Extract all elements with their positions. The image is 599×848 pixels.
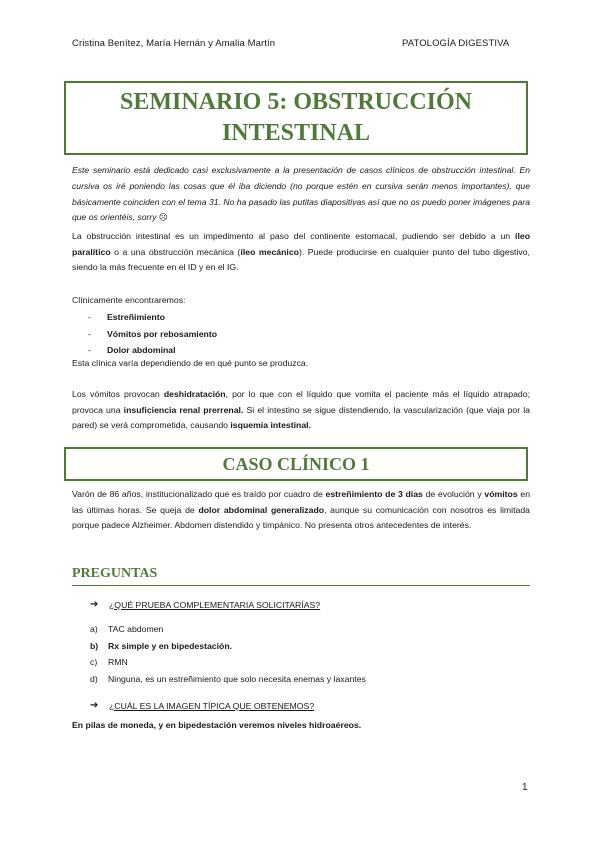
list-item — [88, 326, 217, 343]
case-text-2: de evolución y — [422, 489, 485, 499]
vomit-bold-1: deshidratación — [163, 389, 226, 399]
arrow-right-icon: ➔ — [90, 700, 99, 711]
bullet-dash: - — [88, 345, 91, 355]
option-a — [90, 621, 366, 638]
answer-2: En pilas de moneda, y en bipedestación veremos niveles hidroaéreos. — [72, 720, 362, 730]
section-divider — [72, 585, 530, 586]
page-title — [120, 87, 472, 149]
question-2 — [90, 700, 314, 711]
definition-bold-2: íleo mecánico — [240, 246, 299, 257]
option-text: TAC abdomen — [108, 624, 164, 634]
question-1-text: ¿QUÉ PRUEBA COMPLEMENTARIA SOLICITARÍAS? — [109, 599, 321, 610]
symptom-list — [88, 309, 217, 359]
title-box — [64, 81, 528, 155]
case-bold-3: dolor abdominal generalizado — [198, 504, 325, 515]
option-b — [90, 638, 366, 655]
options-list — [90, 621, 366, 687]
definition-paragraph — [72, 229, 530, 276]
symptom-2: Vómitos por rebosamiento — [107, 328, 218, 339]
case-title-box — [64, 447, 528, 481]
arrow-right-icon: ➔ — [90, 599, 99, 610]
case-text-3: en las últimas horas. Se queja de — [72, 489, 531, 515]
question-1 — [90, 599, 320, 610]
clinic-note: Esta clínica varía dependiendo de en qué punto se produzca. — [72, 358, 309, 368]
case-text-1: Varón de 86 años, institucionalizado que es traído por cuadro de — [72, 489, 326, 499]
questions-heading: PREGUNTAS — [72, 566, 158, 581]
header-authors: Cristina Benítez, María Hernán y Amalia Martín — [72, 38, 276, 49]
symptom-1: Estreñimiento — [107, 312, 165, 322]
bullet-dash: - — [88, 312, 91, 322]
vomit-text-2: , por lo que con el líquido que vomita el paciente más el líquido atrapado; provoca una — [72, 389, 530, 415]
definition-text-2: o a una obstrucción mecánica ( — [110, 246, 241, 257]
clinic-intro: Clínicamente encontraremos: — [72, 295, 186, 305]
option-letter: b) — [90, 640, 99, 651]
definition-text-3: ). Puede producirse en cualquier punto del tubo digestivo, siendo la más frecuente en el ID y en el IG. — [72, 246, 530, 272]
definition-bold-1: íleo paralítico — [72, 231, 530, 257]
title-line-2: INTESTINAL — [221, 120, 371, 146]
case-bold-1: estreñimiento de 3 días — [325, 489, 423, 499]
case-text-4: , aunque su comunicación con nosotros es limitada porque padece Alzheimer. Abdomen distendido y timpánico. No presenta otros antecedentes de interés. — [72, 504, 531, 530]
page-number: 1 — [522, 782, 528, 793]
title-line-1: SEMINARIO 5: OBSTRUCCIÓN — [119, 89, 473, 115]
option-text: Rx simple y en bipedestación. — [108, 640, 233, 651]
definition-text-1: La obstrucción intestinal es un impedimento al paso del continente estomacal, pudiendo ser debido a un — [72, 231, 516, 241]
option-d — [90, 671, 366, 688]
vomit-bold-2: insuficiencia renal prerrenal. — [123, 404, 244, 415]
vomit-paragraph — [72, 387, 530, 434]
case-title: CASO CLÍNICO 1 — [222, 453, 370, 474]
list-item — [88, 309, 217, 326]
option-letter: a) — [90, 624, 98, 634]
question-2-text: ¿CUÁL ES LA IMAGEN TÍPICA QUE OBTENEMOS? — [109, 700, 315, 711]
option-text: RMN — [108, 657, 128, 667]
option-letter: d) — [90, 673, 98, 684]
vomit-text-3: Si el intestino se sigue distendiendo, la vascularización (que viaja por la pared) se verá comprometida, causando — [72, 404, 531, 430]
option-text: Ninguna, es un estreñimiento que solo necesita enemas y laxantes — [108, 673, 366, 684]
case-paragraph — [72, 487, 530, 534]
option-c — [90, 654, 366, 671]
vomit-bold-3: isquemia intestinal. — [230, 420, 312, 430]
vomit-text-1: Los vómitos provocan — [72, 389, 164, 399]
intro-paragraph: Este seminario está dedicado casi exclusivamente a la presentación de casos clínicos de obstrucción intestinal. En cursiva os iré poniendo las cosas que él iba diciendo (no porque estén en cursiva serán menos importantes), que básicamente coinciden con el tema 31. No ha pasado las putitas diapositivas así que no os puedo poner imágenes para que os orientéis, sorry ☹ — [72, 165, 530, 223]
header-subject: PATOLOGÍA DIGESTIVA — [402, 38, 510, 49]
bullet-dash: - — [88, 328, 91, 339]
symptom-3: Dolor abdominal — [107, 345, 176, 355]
case-bold-2: vómitos — [484, 489, 518, 499]
option-letter: c) — [90, 657, 98, 667]
